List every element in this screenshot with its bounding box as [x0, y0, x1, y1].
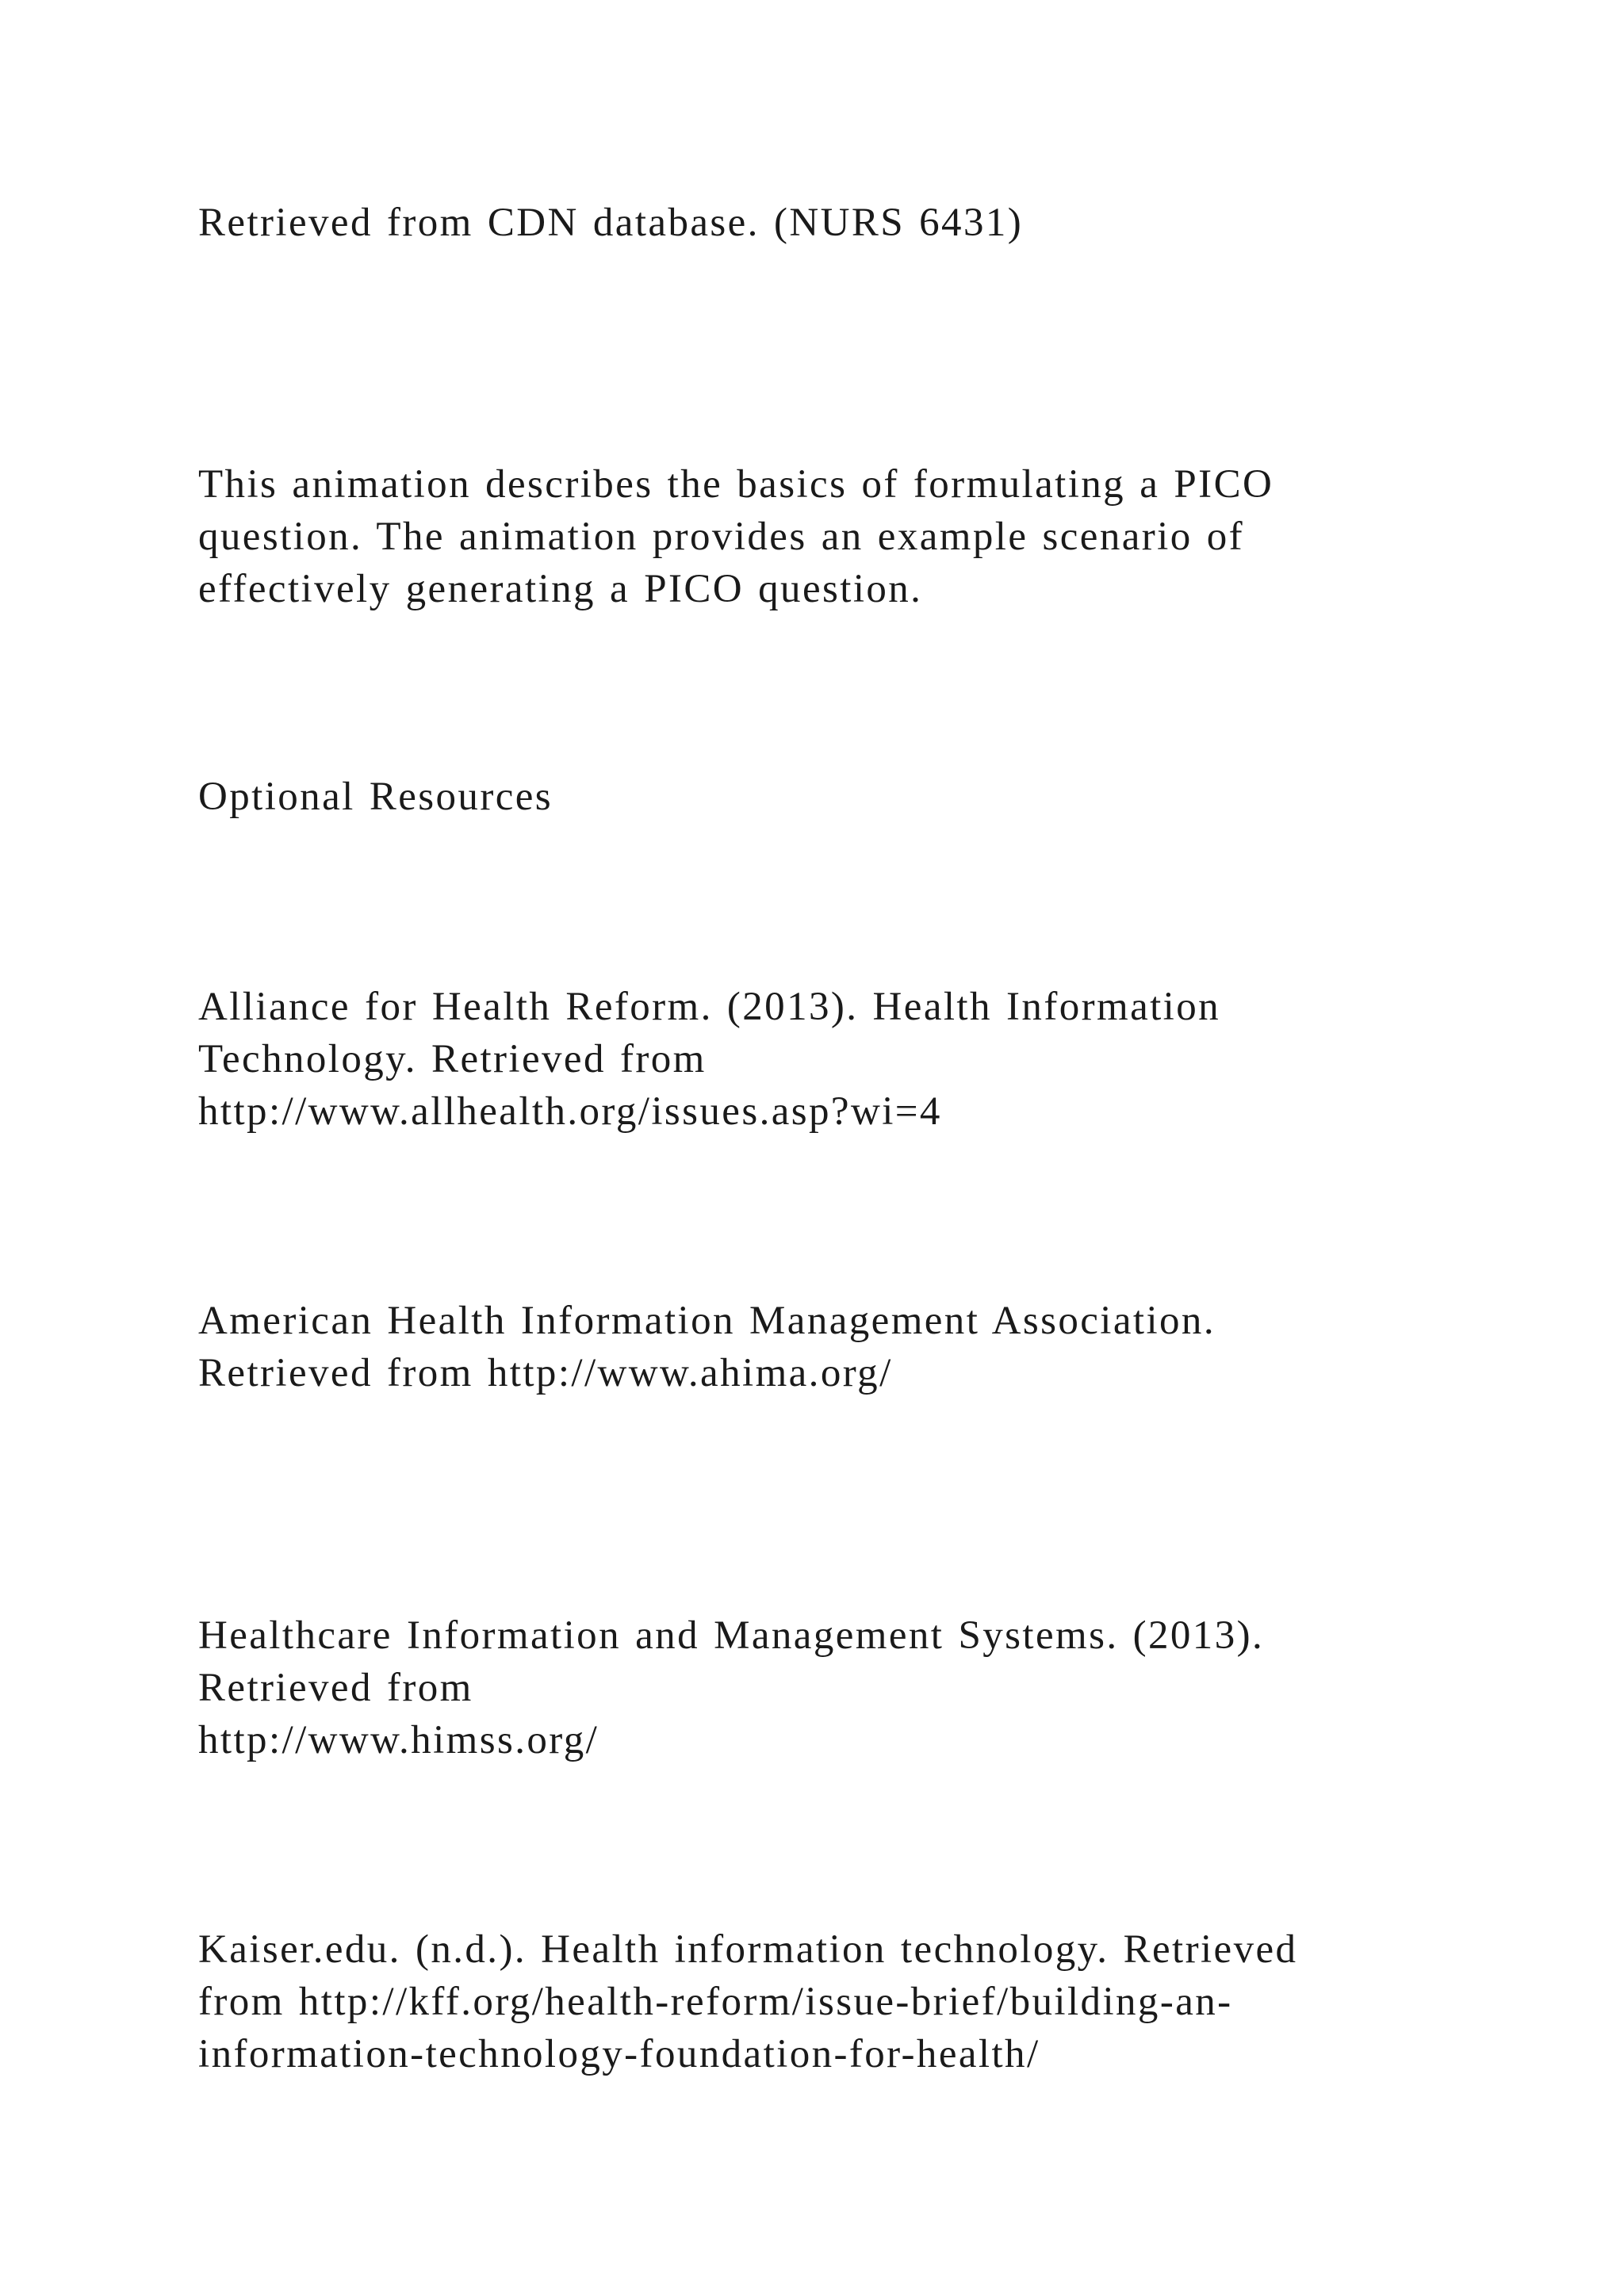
reference-line: http://www.allhealth.org/issues.asp?wi=4	[198, 1089, 942, 1134]
reference-line: Retrieved from	[198, 1666, 473, 1710]
section-heading: Optional Resources	[198, 775, 553, 819]
reference-line: Technology. Retrieved from	[198, 1037, 707, 1081]
reference-line: Retrieved from http://www.ahima.org/	[198, 1351, 893, 1395]
reference-line: American Health Information Management Association.	[198, 1299, 1216, 1343]
reference-line: from http://kff.org/health-reform/issue-brief/building-an-	[198, 1980, 1233, 2024]
reference-line: Kaiser.edu. (n.d.). Health information technology. Retrieved	[198, 1927, 1298, 1972]
reference-line: Healthcare Information and Management Systems. (2013).	[198, 1613, 1265, 1658]
retrieved-note: Retrieved from CDN database. (NURS 6431)	[198, 201, 1024, 245]
reference-line: information-technology-foundation-for-health/	[198, 2032, 1040, 2076]
reference-line: http://www.himss.org/	[198, 1718, 599, 1762]
description-line: This animation describes the basics of formulating a PICO	[198, 462, 1274, 507]
description-line: question. The animation provides an example scenario of	[198, 515, 1245, 559]
description-line: effectively generating a PICO question.	[198, 567, 923, 611]
reference-line: Alliance for Health Reform. (2013). Health Information	[198, 985, 1221, 1029]
